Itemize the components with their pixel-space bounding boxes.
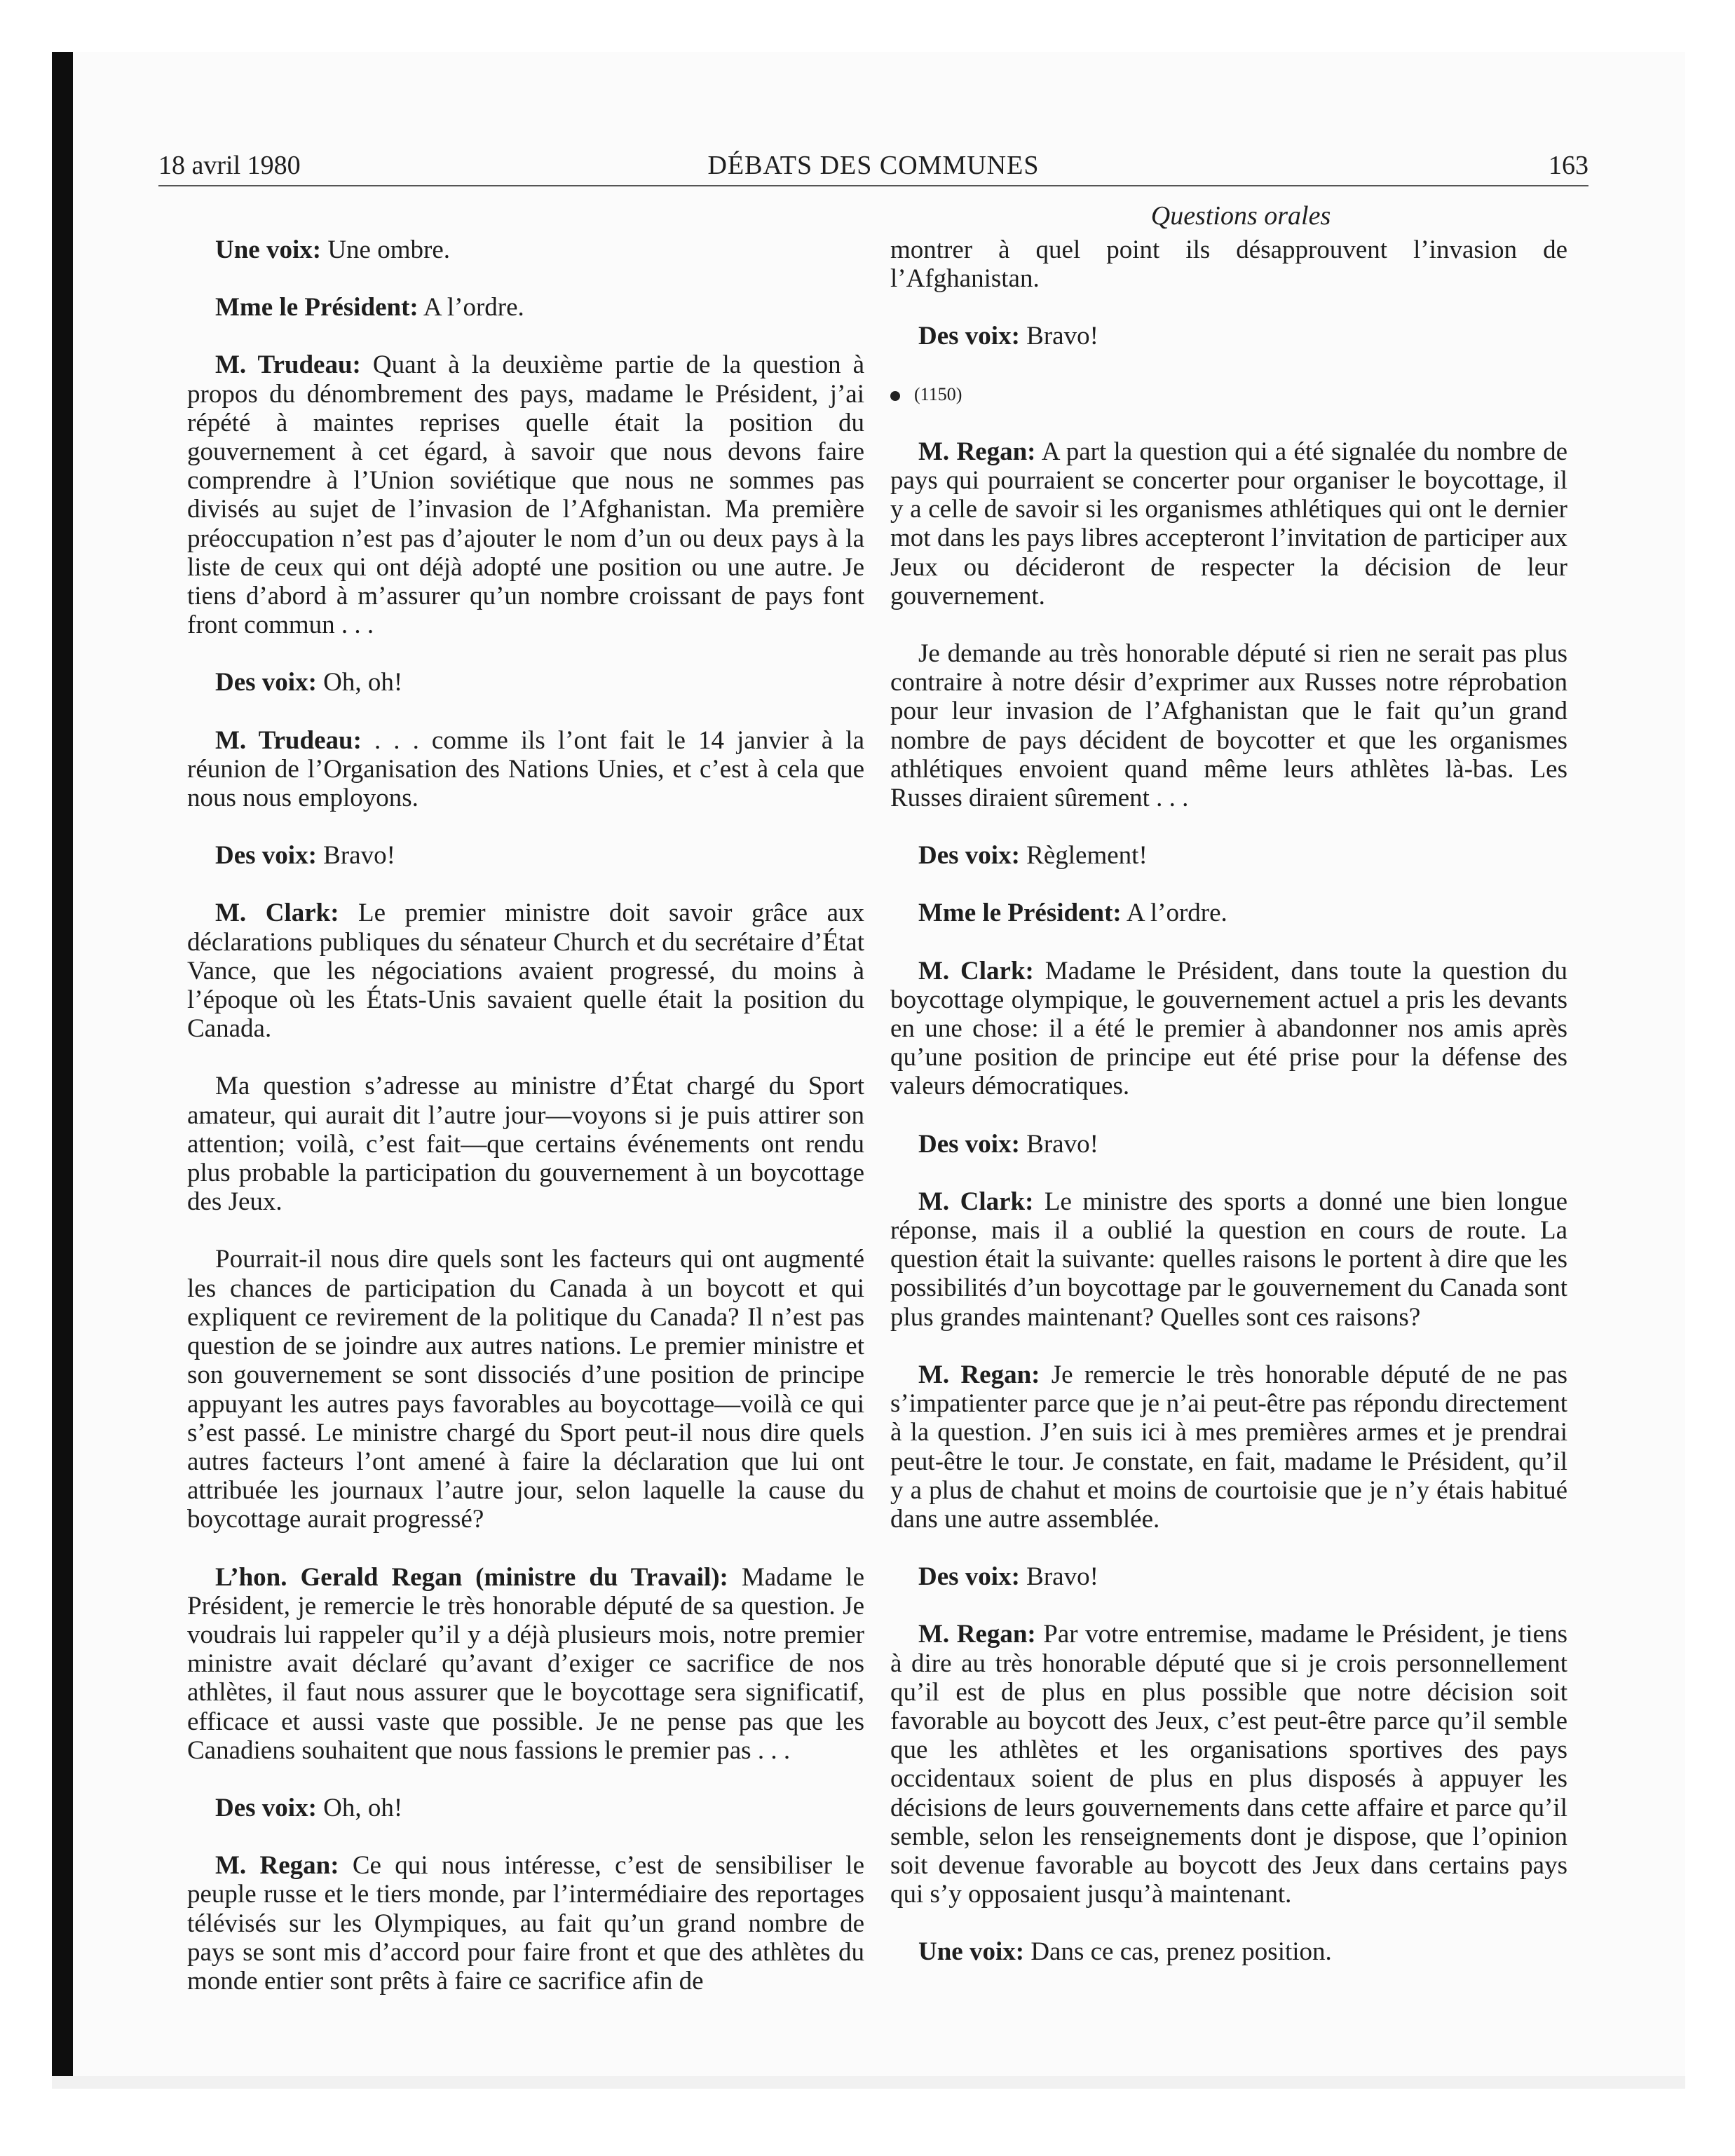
speech-text: Ce qui nous intéresse, c’est de sensibiliser le peuple russe et le tiers monde, par l’intermédiaire des reportages télévisés sur les Olympiques, au fait qu’un grand nombre de pays se sont mis d’accord pour faire front et que des athlètes du monde entier sont prêts à faire ce sacrifice afin de: [187, 1851, 864, 1995]
time-marker: [890, 380, 1567, 409]
speaker-name: Des voix:: [215, 1793, 317, 1822]
section-title: Questions orales: [1150, 201, 1331, 231]
page-header: [158, 146, 1588, 186]
time-marker-text: (1150): [914, 383, 962, 404]
speaker-name: Des voix:: [918, 1129, 1020, 1159]
speaker-name: Des voix:: [918, 841, 1020, 871]
speech-paragraph: [187, 668, 864, 697]
speech-paragraph: [187, 841, 864, 870]
speech-paragraph: [187, 1794, 864, 1822]
speaker-name: Des voix:: [918, 322, 1020, 351]
speech-text: A l’ordre.: [418, 293, 524, 322]
speech-paragraph: [187, 1851, 864, 1995]
speech-paragraph: [187, 1563, 864, 1765]
speaker-name: M. Trudeau:: [215, 725, 362, 755]
speech-continuation: montrer à quel point ils désapprouvent l’invasion de l’Afghanistan.: [890, 236, 1567, 294]
speech-text: Bravo!: [1019, 1129, 1098, 1159]
speech-paragraph: [890, 1360, 1567, 1534]
speech-text: Dans ce cas, prenez position.: [1024, 1937, 1332, 1967]
speaker-name: M. Clark:: [215, 899, 339, 928]
speaker-name: M. Trudeau:: [215, 350, 361, 380]
speaker-name: L’hon. Gerald Regan (ministre du Travail):: [215, 1562, 728, 1592]
speaker-name: M. Regan:: [918, 1360, 1040, 1389]
speaker-name: Des voix:: [918, 1562, 1020, 1592]
speech-text: Je remercie le très honorable député de ne pas s’impatienter parce que je n’ai peut-être pas répondu directement à la question. J’en suis ici à mes premières armes et je prendrai peut-être le tour. Je constate, en fait, madame le Président, qu’il y a plus de chahut et moins de courtoisie que je n’y étais habitué dans une autre assemblée.: [890, 1360, 1567, 1534]
speaker-name: Mme le Président:: [215, 293, 419, 322]
speaker-name: Une voix:: [918, 1937, 1025, 1967]
speaker-name: M. Clark:: [918, 1187, 1034, 1216]
speaker-name: Mme le Président:: [918, 899, 1122, 928]
speech-paragraph: [187, 1245, 864, 1534]
speech-paragraph: [187, 726, 864, 813]
speech-paragraph: [890, 1130, 1567, 1159]
speech-text: Pourrait-il nous dire quels sont les facteurs qui ont augmenté les chances de participation du Canada à un boycott et qui expliquent ce revirement de la politique du Canada? Il n’est pas question de se joindre aux autres nations. Le premier ministre et son gouvernement se sont dissociés d’une position de principe appuyant les autres pays favorables au boycottage—voilà ce qui s’est passé. Le ministre chargé du Sport peut-il nous dire quels autres facteurs l’ont amené à faire la déclaration que lui ont attribuée les journaux l’autre jour, selon laquelle la cause du boycottage aurait progressé?: [187, 1245, 864, 1534]
speech-text: Quant à la deuxième partie de la question à propos du dénombrement des pays, madame le Président, j’ai répété à maintes reprises quelle était la position du gouvernement à cet égard, à savoir que nous devons faire comprendre à l’Union soviétique que nous ne sommes pas divisés au sujet de l’invasion de l’Afghanistan. Ma première préoccupation n’est pas d’ajouter le nom d’un ou deux pays à la liste de ceux qui ont déjà adopté une position ou une autre. Je tiens d’abord à m’assurer qu’un nombre croissant de pays font front commun . . .: [187, 350, 864, 640]
left-column: [187, 236, 864, 2024]
header-page-number: 163: [1549, 151, 1588, 180]
speech-text: Je demande au très honorable député si rien ne serait pas plus contraire à notre désir d’exprimer aux Russes notre réprobation pour leur invasion de l’Afghanistan que le fait qu’un grand nombre de pays décident de boycotter et que les organismes athlétiques envoient quand même leurs athlètes là-bas. Les Russes diraient sûrement . . .: [890, 639, 1567, 813]
speaker-name: Des voix:: [215, 668, 317, 697]
header-publication: DÉBATS DES COMMUNES: [707, 151, 1040, 180]
speech-paragraph: [890, 957, 1567, 1101]
speech-text: A l’ordre.: [1121, 899, 1227, 928]
speech-paragraph: [890, 1620, 1567, 1909]
speech-paragraph: [890, 1187, 1567, 1332]
speech-text: Madame le Président, dans toute la question du boycottage olympique, le gouvernement actuel a pris les devants en une chose: il a été le premier à abandonner nos amis après qu’une position de principe eut été prise pour la défense des valeurs démocratiques.: [890, 956, 1567, 1101]
speech-paragraph: [890, 437, 1567, 610]
speech-text: . . . comme ils l’ont fait le 14 janvier à la réunion de l’Organisation des Nations Unies, et c’est à cela que nous nous employons.: [187, 725, 864, 813]
scan-edge: [52, 52, 73, 2089]
bullet-icon: [890, 391, 900, 401]
speech-text: Ma question s’adresse au ministre d’État chargé du Sport amateur, qui aurait dit l’autre jour—voyons si je puis attirer son attention; voilà, c’est fait—que certains événements ont rendu plus probable la participation du gouvernement à un boycottage des Jeux.: [187, 1072, 864, 1217]
speech-paragraph: [890, 1937, 1567, 1966]
speaker-name: M. Regan:: [918, 1620, 1036, 1649]
speech-text: Bravo!: [316, 841, 395, 871]
speaker-name: M. Regan:: [215, 1851, 339, 1881]
speech-text: A part la question qui a été signalée du nombre de pays qui pourraient se concerter pour organiser le boycottage, il y a celle de savoir si les organismes athlétiques qui ont le dernier mot dans les pays libres accepteront l’invitation de participer aux Jeux ou décideront de respecter la décision de leur gouvernement.: [890, 437, 1567, 610]
speech-paragraph: [890, 639, 1567, 812]
speaker-name: Des voix:: [215, 841, 317, 871]
speaker-name: M. Regan:: [918, 437, 1036, 466]
speech-text: Règlement!: [1019, 841, 1148, 871]
speech-text: Le premier ministre doit savoir grâce aux déclarations publiques du sénateur Church et du secrétaire d’État Vance, que les négociations avaient progressé, du moins à l’époque où les États-Unis savaient quelle était la position du Canada.: [187, 899, 864, 1044]
speaker-name: Une voix:: [215, 236, 322, 264]
speech-text: Bravo!: [1019, 322, 1098, 351]
speech-text: Le ministre des sports a donné une bien longue réponse, mais il a oublié la question en cours de route. La question était la suivante: quelles raisons le portent à dire que les possibilités d’un boycottage par le gouvernement du Canada sont plus grandes maintenant? Quelles sont ces raisons?: [890, 1187, 1567, 1332]
speech-paragraph: [187, 236, 864, 264]
speaker-name: M. Clark:: [918, 956, 1034, 985]
speech-paragraph: [187, 350, 864, 639]
right-column: [890, 236, 1567, 1995]
speech-text: Bravo!: [1019, 1562, 1098, 1592]
speech-text: Madame le Président, je remercie le très honorable député de sa question. Je voudrais lui rappeler qu’il y a déjà plusieurs mois, notre premier ministre avait déclaré qu’avant d’exiger ce sacrifice de nos athlètes, il faut nous assurer que le boycottage sera significatif, efficace et aussi vaste que possible. Je ne pense pas que les Canadiens souhaitent que nous fassions le premier pas . . .: [187, 1562, 864, 1765]
speech-paragraph: [890, 322, 1567, 350]
speech-paragraph: [187, 899, 864, 1043]
speech-text: Oh, oh!: [316, 668, 403, 697]
scan-bottom-edge: [52, 2076, 1685, 2089]
speech-text: Oh, oh!: [316, 1793, 403, 1822]
speech-paragraph: [890, 899, 1567, 927]
speech-paragraph: [187, 1072, 864, 1216]
header-date: 18 avril 1980: [158, 151, 301, 180]
speech-text: Une ombre.: [321, 236, 450, 264]
speech-paragraph: [890, 1562, 1567, 1591]
speech-paragraph: [187, 293, 864, 322]
speech-paragraph: [890, 841, 1567, 870]
speech-text: Par votre entremise, madame le Président, je tiens à dire au très honorable député que si je crois personnellement qu’il est de plus en plus possible que notre décision soit favorable au boycott des Jeux, c’est peut-être parce qu’il semble que les athlètes et les organisations sportives des pays occidentaux soient de plus en plus disposés à appuyer les décisions de leurs gouvernements dans cette affaire et parce qu’il semble, selon les renseignements dont je dispose, que l’opinion soit devenue favorable au boycott des Jeux dans certains pays qui s’y opposaient jusqu’à maintenant.: [890, 1620, 1567, 1909]
